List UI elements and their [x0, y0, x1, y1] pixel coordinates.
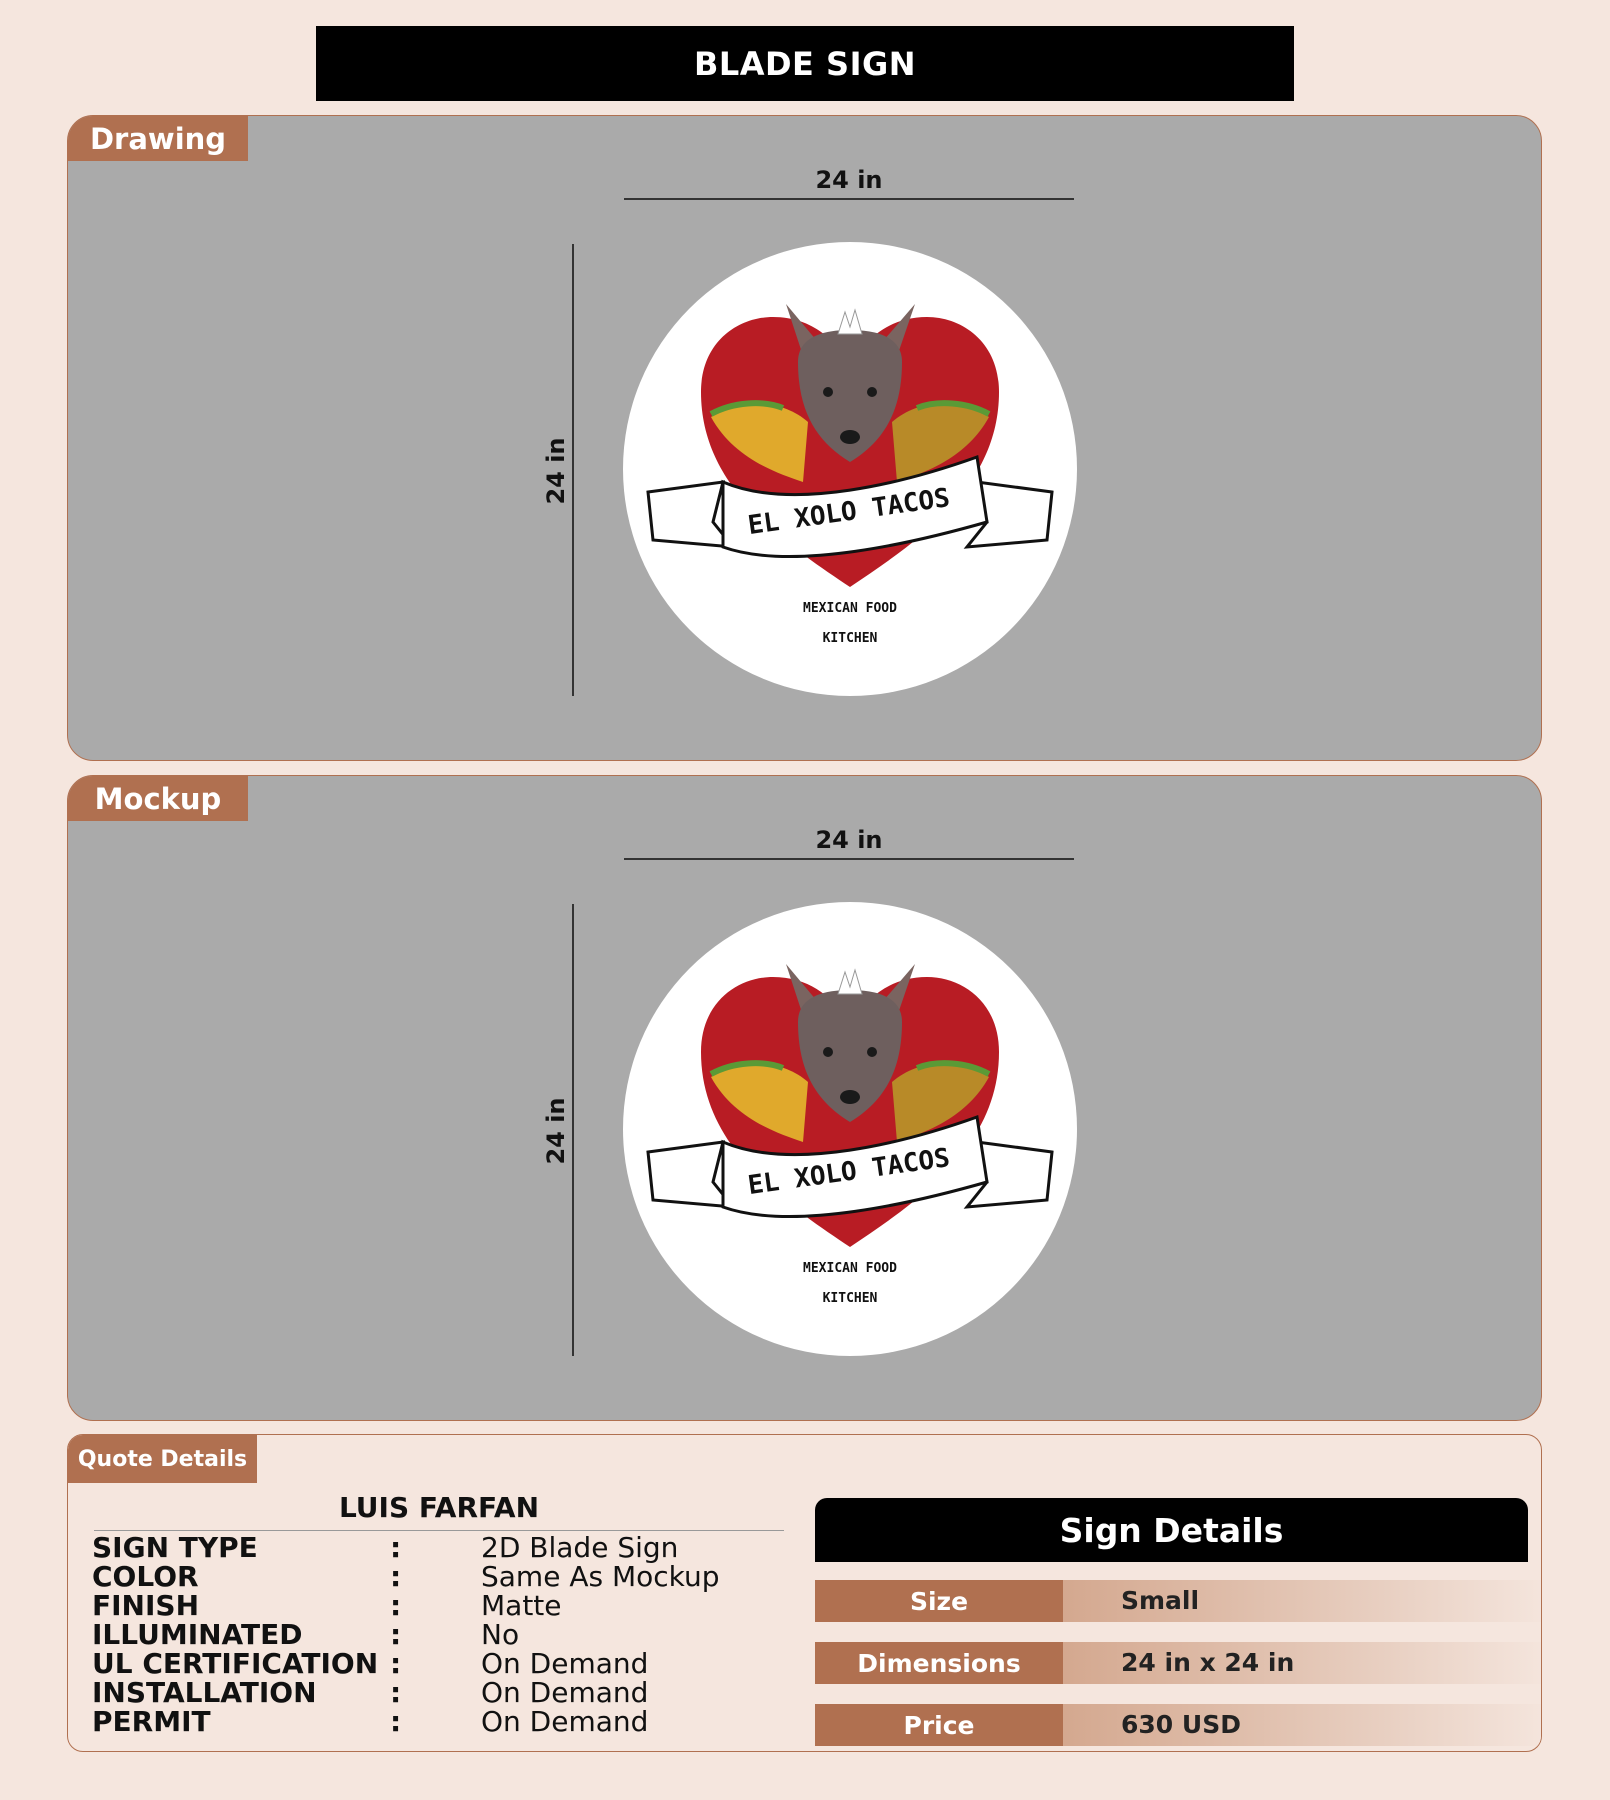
page-title: BLADE SIGN — [316, 26, 1294, 101]
spec-key: PERMIT — [92, 1705, 211, 1738]
width-dimension-label: 24 in — [815, 166, 883, 194]
quote-details-panel — [67, 1434, 1542, 1752]
sign-detail-key: Price — [815, 1704, 1063, 1746]
spec-colon: : — [390, 1618, 402, 1651]
sign-detail-price — [815, 1704, 1528, 1746]
logo-tagline-1: MEXICAN FOOD — [803, 601, 897, 616]
spec-colon: : — [390, 1589, 402, 1622]
height-dimension-label: 24 in — [542, 437, 570, 505]
logo-name: EL XOLO TACOS — [746, 483, 952, 542]
height-dimension-line — [572, 904, 574, 1356]
spec-value: On Demand — [481, 1676, 649, 1709]
sign-detail-value: 24 in x 24 in — [1063, 1642, 1542, 1684]
spec-key: ILLUMINATED — [92, 1618, 303, 1651]
sign-detail-size — [815, 1580, 1528, 1622]
spec-colon: : — [390, 1531, 402, 1564]
sign-details-header: Sign Details — [815, 1498, 1528, 1562]
height-dimension-line — [572, 244, 574, 696]
logo-tagline-2: KITCHEN — [822, 1291, 878, 1306]
spec-key: SIGN TYPE — [92, 1531, 258, 1564]
spec-value: No — [481, 1618, 520, 1651]
spec-colon: : — [390, 1676, 402, 1709]
spec-colon: : — [390, 1647, 402, 1680]
spec-key: INSTALLATION — [92, 1676, 317, 1709]
sign-logo — [623, 242, 1077, 696]
spec-colon: : — [390, 1560, 402, 1593]
width-dimension-label: 24 in — [815, 826, 883, 854]
spec-colon: : — [390, 1705, 402, 1738]
spec-key: FINISH — [92, 1589, 199, 1622]
sign-detail-key: Dimensions — [815, 1642, 1063, 1684]
spec-value: On Demand — [481, 1647, 649, 1680]
width-dimension-line — [624, 198, 1074, 200]
sign-detail-value: Small — [1063, 1580, 1542, 1622]
spec-key: UL CERTIFICATION — [92, 1647, 379, 1680]
sign-logo — [623, 902, 1077, 1356]
spec-value: On Demand — [481, 1705, 649, 1738]
sign-detail-dimensions — [815, 1642, 1528, 1684]
spec-value: 2D Blade Sign — [481, 1531, 679, 1564]
sign-detail-key: Size — [815, 1580, 1063, 1622]
logo-name: EL XOLO TACOS — [746, 1143, 952, 1202]
drawing-tab: Drawing — [68, 116, 248, 161]
mockup-tab: Mockup — [68, 776, 248, 821]
quote-details-tab: Quote Details — [68, 1435, 257, 1483]
spec-value: Matte — [481, 1589, 562, 1622]
spec-key: COLOR — [92, 1560, 199, 1593]
drawing-panel — [67, 115, 1542, 761]
logo-tagline-1: MEXICAN FOOD — [803, 1261, 897, 1276]
customer-name: LUIS FARFAN — [94, 1491, 784, 1531]
sign-detail-value: 630 USD — [1063, 1704, 1542, 1746]
height-dimension-label: 24 in — [542, 1097, 570, 1165]
spec-value: Same As Mockup — [481, 1560, 720, 1593]
logo-tagline-2: KITCHEN — [822, 631, 878, 646]
mockup-panel — [67, 775, 1542, 1421]
width-dimension-line — [624, 858, 1074, 860]
